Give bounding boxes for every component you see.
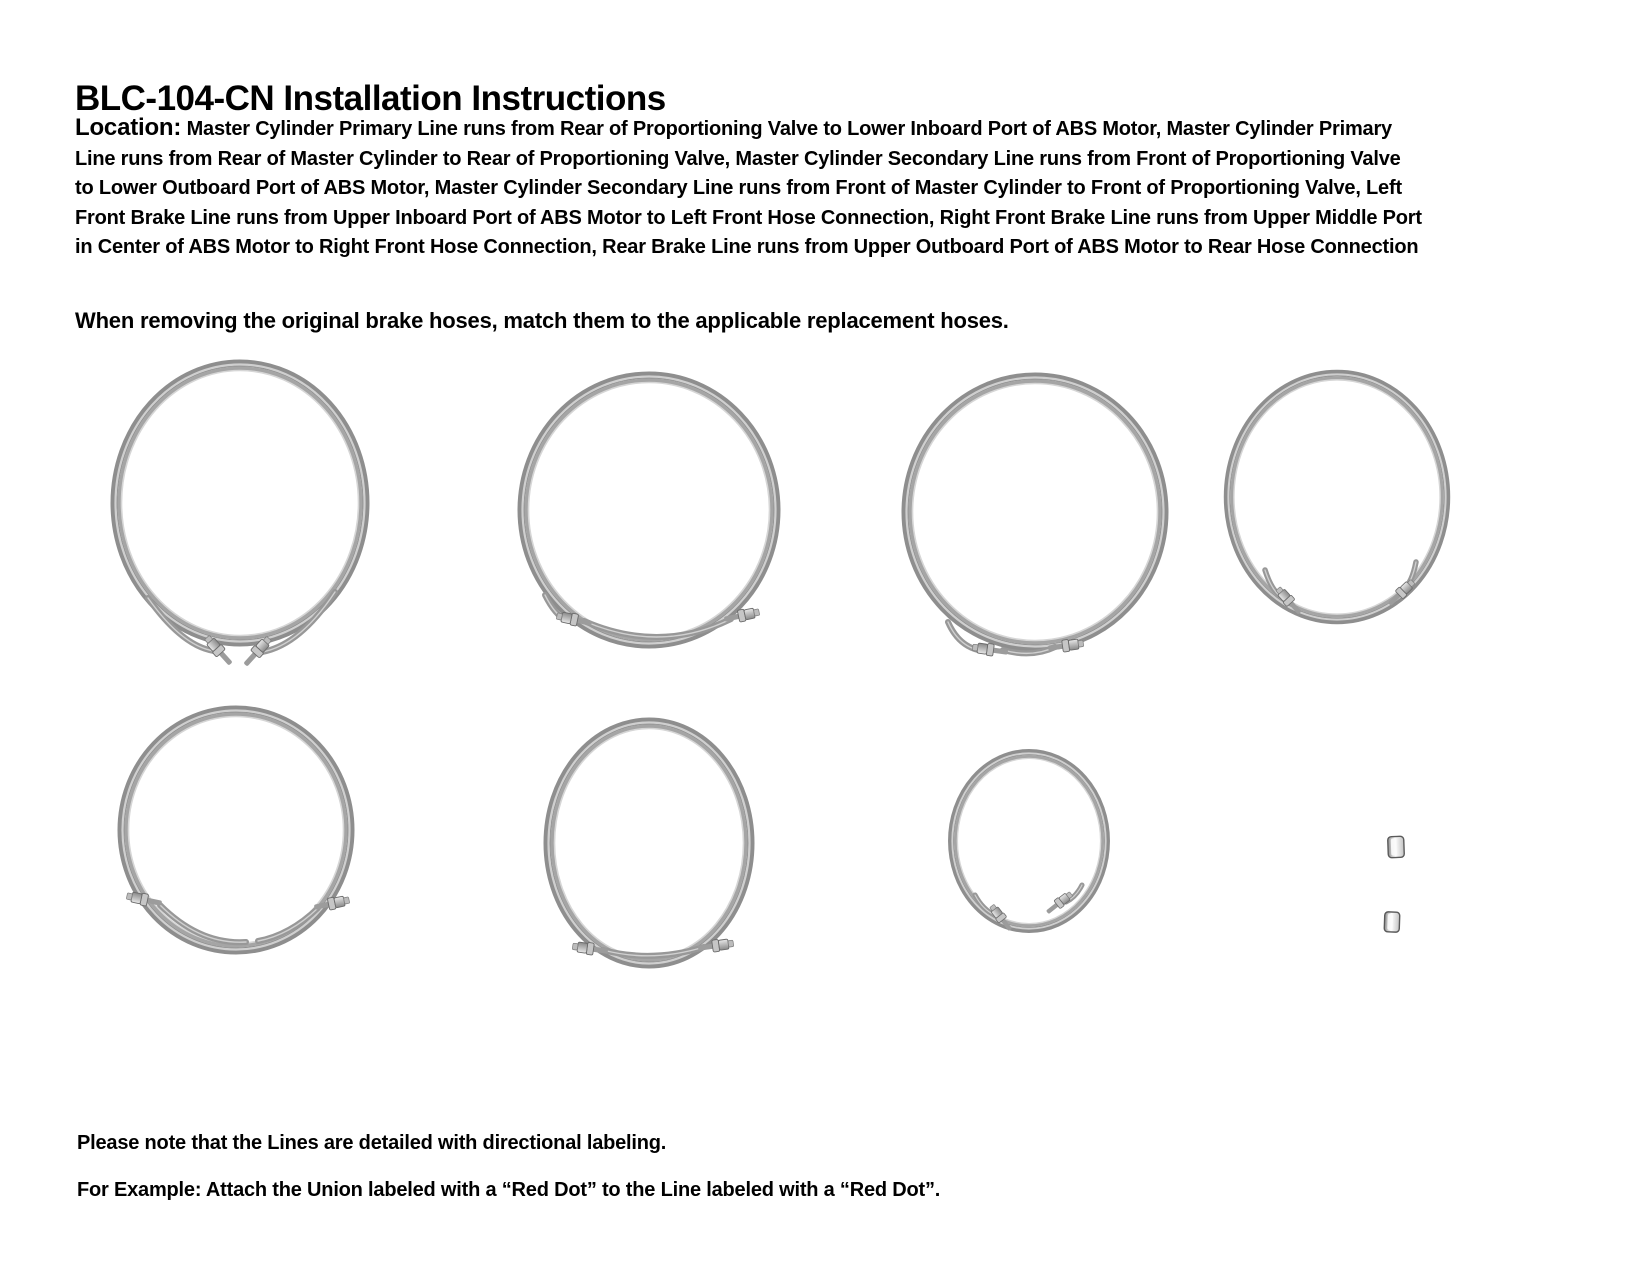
brake-line-coil-1 xyxy=(114,363,366,669)
brake-line-coil-4 xyxy=(1227,373,1447,621)
instruction-text: When removing the original brake hoses, match them to the applicable replacement hoses. xyxy=(75,308,1009,333)
tube-nut-fitting xyxy=(1386,578,1417,609)
location-line: Line runs from Rear of Master Cylinder to Rear of Proportioning Valve, Master Cylinder Secondary Line runs from Front of Proportioning Valve xyxy=(75,147,1401,170)
brake-line-coil-7 xyxy=(951,752,1107,933)
location-line: Front Brake Line runs from Upper Inboard Port of ABS Motor to Left Front Hose Connection, Right Front Brake Line runs from Upper Middle Port xyxy=(75,206,1422,229)
union-fitting-2 xyxy=(1384,912,1400,933)
location-line: to Lower Outboard Port of ABS Motor, Master Cylinder Secondary Line runs from Front of Master Cylinder to Front of Proportioning Valve, Left xyxy=(75,177,1402,200)
brake-line-coil-6 xyxy=(547,721,751,965)
brake-line-coil-3 xyxy=(905,376,1165,658)
brake-line-coil-5 xyxy=(121,709,351,951)
page-title: BLC-104-CN Installation Instructions xyxy=(75,79,666,119)
location-label: Location: xyxy=(75,114,182,141)
union-fitting-1 xyxy=(1388,836,1405,858)
brake-line-coil-2 xyxy=(521,375,777,645)
location-line-text: Master Cylinder Primary Line runs from Rear of Proportioning Valve to Lower Inboard Port of ABS Motor, Master Cylinder Primary xyxy=(186,118,1392,140)
directional-labeling-note: Please note that the Lines are detailed with directional labeling. xyxy=(77,1132,667,1154)
red-dot-example-note: For Example: Attach the Union labeled with a “Red Dot” to the Line labeled with a “Red Dot”. xyxy=(77,1179,941,1201)
location-line: in Center of ABS Motor to Right Front Hose Connection, Rear Brake Line runs from Upper Outboard Port of ABS Motor to Rear Hose Connection xyxy=(75,236,1419,259)
